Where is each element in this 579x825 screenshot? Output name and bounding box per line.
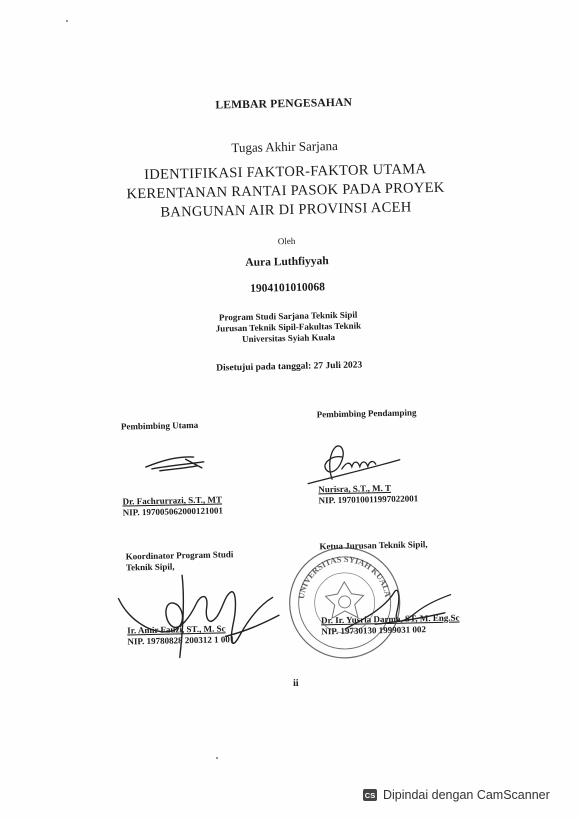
signatory-role: Pembimbing Pendamping bbox=[316, 407, 417, 420]
signatory-name: Nurisra, S.T., M. T bbox=[318, 482, 392, 495]
signatory-nip: NIP. 197010011997022001 bbox=[318, 493, 419, 506]
document-subtitle: Tugas Akhir Sarjana bbox=[231, 137, 338, 156]
signatory-name: Dr. Fachrurrazi, S.T., MT bbox=[122, 494, 223, 507]
handwritten-signature-main bbox=[141, 449, 222, 477]
page-number: ii bbox=[292, 677, 299, 690]
signatory-role: Pembimbing Utama bbox=[120, 419, 199, 432]
signatory-name: Ir. Amir Fauzi, ST., M. Sc bbox=[127, 623, 226, 636]
signatory-role: Koordinator Program Studi bbox=[125, 549, 234, 562]
scan-speck bbox=[66, 20, 68, 22]
student-id: 1904101010068 bbox=[250, 281, 326, 295]
seal-text: UNIVERSITAS SYIAH KUALA bbox=[295, 553, 394, 600]
official-seal-stamp bbox=[284, 543, 404, 663]
scan-speck bbox=[216, 757, 218, 759]
institution-line: Jurusan Teknik Sipil-Fakultas Teknik bbox=[215, 320, 362, 334]
approval-date: Disetujui pada tanggal: 27 Juli 2023 bbox=[216, 360, 363, 374]
signatory-nip: NIP. 19780828 200312 1 001 bbox=[127, 634, 235, 647]
thesis-title-line: IDENTIFIKASI FAKTOR-FAKTOR UTAMA bbox=[143, 161, 427, 184]
institution-line: Program Studi Sarjana Teknik Sipil bbox=[218, 309, 358, 323]
thesis-title-line: KERENTANAN RANTAI PASOK PADA PROYEK bbox=[126, 179, 445, 203]
document-heading: LEMBAR PENGESAHAN bbox=[215, 96, 353, 112]
signatory-nip: NIP. 197005062000121001 bbox=[122, 505, 224, 518]
signatory-role: Ketua Jurusan Teknik Sipil, bbox=[319, 539, 428, 552]
camscanner-watermark bbox=[363, 787, 550, 803]
by-label: Oleh bbox=[277, 235, 296, 247]
institution-block bbox=[0, 305, 578, 350]
thesis-title-line: BANGUNAN AIR DI PROVINSI ACEH bbox=[160, 199, 412, 221]
signatory-nip: NIP. 19730130 1999031 002 bbox=[321, 624, 427, 637]
signatory-role: Teknik Sipil, bbox=[125, 561, 175, 573]
camscanner-text: Dipindai dengan CamScanner bbox=[383, 788, 550, 802]
author-name: Aura Luthfiyyah bbox=[245, 255, 329, 269]
camscanner-logo-icon: CS bbox=[364, 790, 376, 800]
handwritten-signature-coordinator bbox=[112, 565, 284, 664]
signatory-name: Dr. Ir. Yusria Darma, ST, M. Eng.Sc bbox=[320, 612, 460, 626]
thesis-title bbox=[0, 157, 576, 226]
institution-line: Universitas Syiah Kuala bbox=[242, 332, 336, 344]
handwritten-signature-co bbox=[301, 438, 407, 488]
